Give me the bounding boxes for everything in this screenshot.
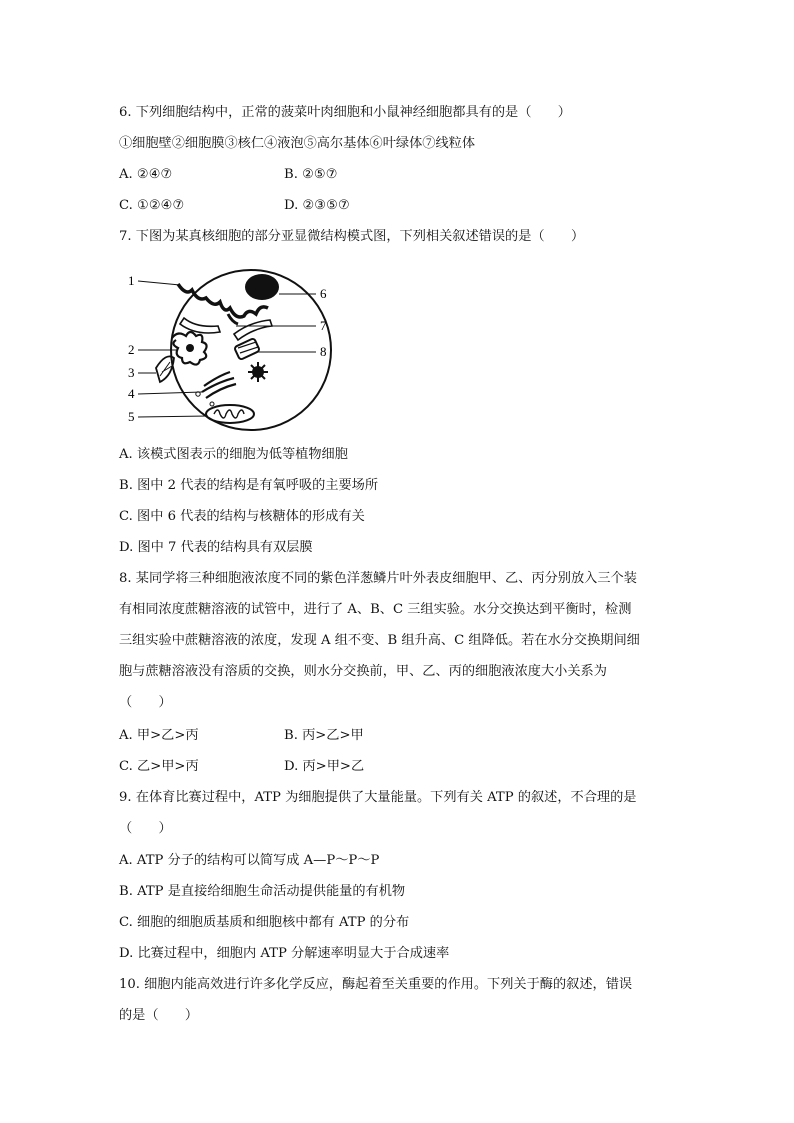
option-9a: A. ATP 分子的结构可以简写成 A—P～P～P <box>119 853 380 868</box>
gear-organelle-spokes <box>248 362 268 382</box>
structure-2-core <box>186 344 194 352</box>
structure-5-shape <box>206 405 254 423</box>
option-7a: A. 该模式图表示的细胞为低等植物细胞 <box>119 447 348 462</box>
question-8-line-2: 有相同浓度蔗糖溶液的试管中，进行了 A、B、C 三组实验。水分交换达到平衡时，检测 <box>119 602 632 617</box>
diagram-label-2: 2 <box>128 342 135 357</box>
question-6-structure-list: ①细胞壁②细胞膜③核仁④液泡⑤高尔基体⑥叶绿体⑦线粒体 <box>119 136 476 151</box>
question-6-stem: 6. 下列细胞结构中，正常的菠菜叶肉细胞和小鼠神经细胞都具有的是（ ） <box>119 105 571 120</box>
structure-5-cristae <box>214 410 244 418</box>
option-9d: D. 比赛过程中，细胞内 ATP 分解速率明显大于合成速率 <box>119 946 450 961</box>
option-7b: B. 图中 2 代表的结构是有氧呼吸的主要场所 <box>119 478 379 493</box>
option-8b: B. 丙>乙>甲 <box>284 728 364 743</box>
diagram-label-6: 6 <box>320 286 327 301</box>
question-8-line-4: 胞与蔗糖溶液没有溶质的交换，则水分交换前，甲、乙、丙的细胞液浓度大小关系为 <box>119 664 607 679</box>
option-6b: B. ②⑤⑦ <box>284 167 338 182</box>
diagram-label-4: 4 <box>128 386 135 401</box>
option-9b: B. ATP 是直接给细胞生命活动提供能量的有机物 <box>119 884 406 899</box>
structure-8-shape <box>234 338 260 360</box>
leader-line-4 <box>138 392 202 394</box>
option-6d: D. ②③⑤⑦ <box>284 198 350 213</box>
leader-line-5 <box>138 416 208 417</box>
question-10-line-1: 10. 细胞内能高效进行许多化学反应，酶起着至关重要的作用。下列关于酶的叙述，错误 <box>119 977 633 992</box>
question-8-line-1: 8. 某同学将三种细胞液浓度不同的紫色洋葱鳞片叶外表皮细胞甲、乙、丙分别放入三个装 <box>119 571 637 586</box>
diagram-label-5: 5 <box>128 409 135 424</box>
option-9c: C. 细胞的细胞质基质和细胞核中都有 ATP 的分布 <box>119 915 410 930</box>
leader-line-1 <box>138 281 180 285</box>
option-8d: D. 丙>甲>乙 <box>284 759 365 774</box>
option-6a: A. ②④⑦ <box>119 167 173 182</box>
structure-6-shape <box>245 274 279 300</box>
option-7c: C. 图中 6 代表的结构与核糖体的形成有关 <box>119 509 365 524</box>
structure-3-lines <box>160 362 172 376</box>
cell-diagram-svg <box>126 268 336 433</box>
option-8c: C. 乙>甲>丙 <box>119 759 199 774</box>
option-7d: D. 图中 7 代表的结构具有双层膜 <box>119 540 313 555</box>
question-9-answer-bracket: （ ） <box>119 821 172 836</box>
question-10-line-2: 的是（ ） <box>119 1008 199 1023</box>
cell-structure-diagram <box>126 268 336 433</box>
question-8-line-3: 三组实验中蔗糖溶液的浓度，发现 A 组不变、B 组升高、C 组降低。若在水分交换期间细 <box>119 633 640 648</box>
question-7-stem: 7. 下图为某真核细胞的部分亚显微结构模式图，下列相关叙述错误的是（ ） <box>119 229 585 244</box>
question-8-answer-bracket: （ ） <box>119 695 172 710</box>
option-6c: C. ①②④⑦ <box>119 198 185 213</box>
diagram-label-3: 3 <box>128 365 135 380</box>
structure-4-vesicle-2 <box>210 402 214 406</box>
diagram-label-1: 1 <box>128 273 135 288</box>
question-9-line-1: 9. 在体育比赛过程中，ATP 为细胞提供了大量能量。下列有关 ATP 的叙述，不合理的是 <box>119 790 637 805</box>
option-8a: A. 甲>乙>丙 <box>119 728 199 743</box>
diagram-label-8: 8 <box>320 344 327 359</box>
diagram-label-7: 7 <box>320 318 327 333</box>
structure-7-sac-right <box>234 320 272 340</box>
structure-7-sac-left <box>180 318 220 333</box>
